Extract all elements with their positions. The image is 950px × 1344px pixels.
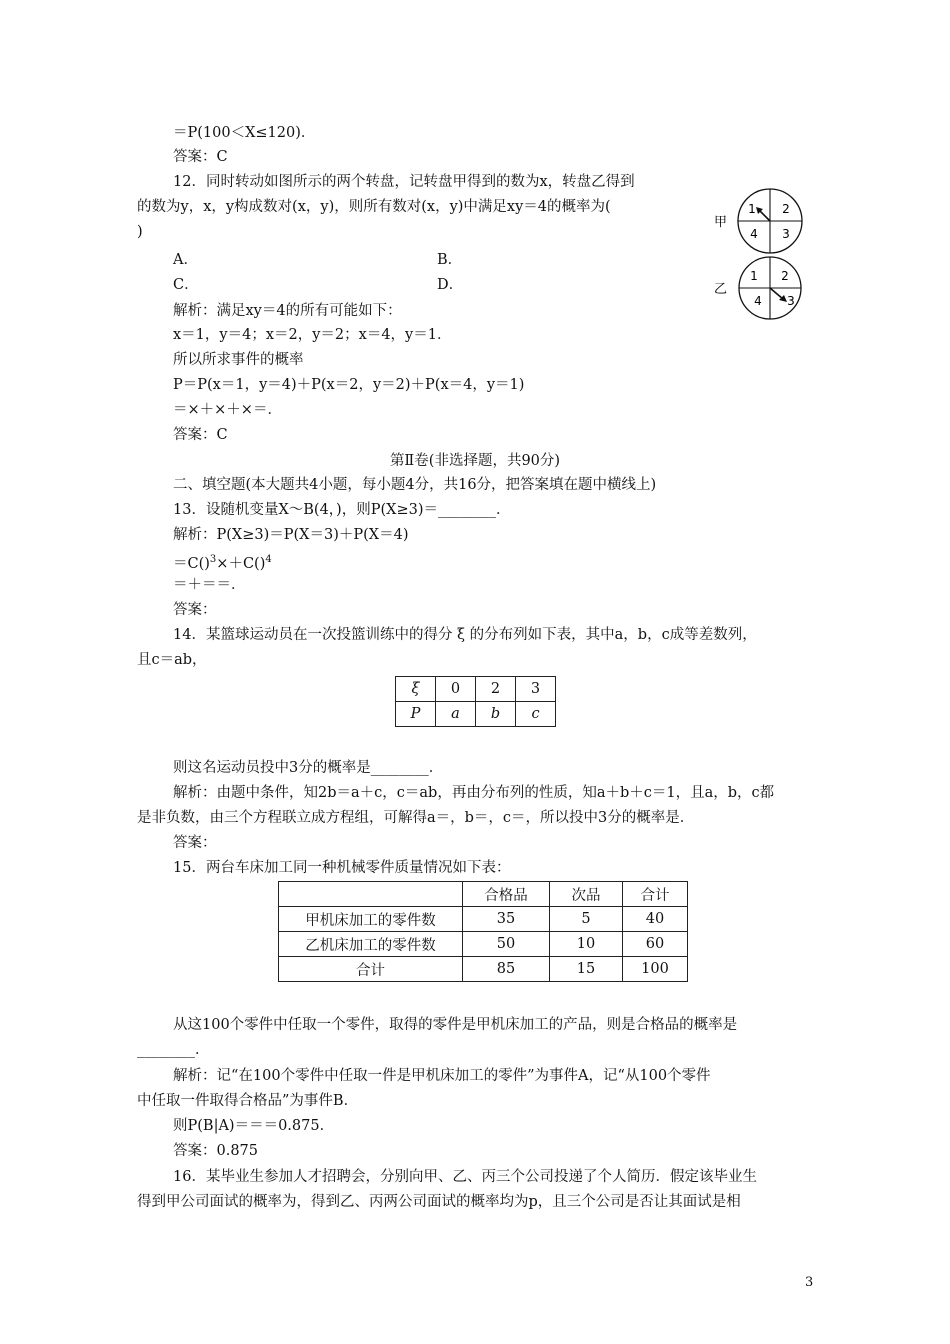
- option-d: D．: [437, 277, 464, 293]
- table-cell: a: [436, 702, 476, 727]
- spinner-yi: [739, 257, 801, 319]
- section-heading: 二、填空题(本大题共4小题，每小题4分，共16分，把答案填在题中横线上): [173, 477, 657, 493]
- table-cell: 2: [476, 677, 516, 702]
- text-line: 从这100个零件中任取一个零件，取得的零件是甲机床加工的产品，则是合格品的概率是: [173, 1017, 738, 1033]
- text-line: 答案：: [173, 835, 217, 851]
- table-row: [279, 882, 688, 907]
- table-cell: 35: [463, 907, 550, 932]
- question-16: 16．某毕业生参加人才招聘会，分别向甲、乙、丙三个公司投递了个人简历．假定该毕业生: [173, 1169, 757, 1185]
- text-line: 解析：P(X≥3)＝P(X＝3)＋P(X＝4): [173, 527, 409, 543]
- table-row: [279, 932, 688, 957]
- text-line: 得到甲公司面试的概率为，得到乙、丙两公司面试的概率均为p，且三个公司是否让其面试是相: [137, 1194, 741, 1210]
- text-line: ＝＋＝＝．: [173, 577, 246, 593]
- text-line: 中任取一件取得合格品”为事件B．: [137, 1093, 359, 1109]
- text-line: 解析：满足xy＝4的所有可能如下：: [173, 303, 402, 319]
- table-cell: 次品: [550, 882, 623, 907]
- text-line: 答案：C: [173, 149, 228, 165]
- text-line: [173, 550, 272, 574]
- label-jia: 甲: [714, 215, 728, 230]
- text-line: x＝1，y＝4；x＝2，y＝2；x＝4，y＝1．: [173, 327, 452, 343]
- text-line: 是非负数，由三个方程联立成方程组，可解得a＝，b＝，c＝，所以投中3分的概率是．: [137, 810, 695, 826]
- text-line: 解析：由题中条件，知2b＝a＋c，c＝ab，再由分布列的性质，知a＋b＋c＝1，且a，b，c都: [173, 785, 775, 801]
- exponent: 4: [265, 554, 272, 565]
- sector-number: 3: [787, 294, 795, 308]
- text-line: 答案：: [173, 602, 217, 618]
- table-cell: [279, 882, 463, 907]
- sector-number: 1: [750, 269, 758, 283]
- table-cell: 甲机床加工的零件数: [279, 907, 463, 932]
- text-line: ): [137, 224, 143, 240]
- table-cell: 3: [516, 677, 556, 702]
- question-13: 13．设随机变量X～B(4，)，则P(X≥3)＝________．: [173, 502, 511, 518]
- table-cell: 5: [550, 907, 623, 932]
- option-b: B．: [437, 252, 463, 268]
- text-line: 则这名运动员投中3分的概率是________．: [173, 760, 444, 776]
- page-number: 3: [805, 1275, 814, 1290]
- text-line: ＝P(100＜X≤120)．: [173, 125, 316, 141]
- text-line: 答案：0.875: [173, 1143, 259, 1159]
- table-cell: 合计: [623, 882, 688, 907]
- text-line: 则P(B|A)＝＝＝0.875．: [173, 1118, 335, 1134]
- formula-part: ＝C(): [173, 555, 210, 572]
- table-cell: 50: [463, 932, 550, 957]
- table-row: [279, 957, 688, 982]
- question-15: 15．两台车床加工同一种机械零件质量情况如下表：: [173, 860, 511, 876]
- table-cell: 15: [550, 957, 623, 982]
- question-12: 12．同时转动如图所示的两个转盘，记转盘甲得到的数为x，转盘乙得到: [173, 174, 635, 190]
- table-cell: P: [396, 702, 436, 727]
- text-line: ＝×＋×＋×＝．: [173, 402, 282, 418]
- quality-table: [278, 881, 688, 982]
- table-row: [279, 907, 688, 932]
- option-c: C．: [173, 277, 199, 293]
- option-a: A．: [173, 252, 198, 268]
- text-line: 解析：记“在100个零件中任取一件是甲机床加工的零件”为事件A，记“从100个零件: [173, 1068, 711, 1084]
- text-line: P＝P(x＝1，y＝4)＋P(x＝2，y＝2)＋P(x＝4，y＝1): [173, 377, 525, 393]
- table-cell: 85: [463, 957, 550, 982]
- text-line: 且c＝ab，: [137, 652, 207, 668]
- text-line: ________．: [137, 1042, 210, 1058]
- section-title: 第Ⅱ卷(非选择题，共90分): [389, 453, 561, 469]
- sector-number: 1: [748, 202, 756, 216]
- label-yi: 乙: [714, 282, 728, 297]
- sector-number: 3: [782, 227, 790, 241]
- text-line: 所以所求事件的概率: [173, 352, 304, 368]
- spinner-jia: [738, 189, 802, 253]
- formula-part: ×＋C(): [216, 555, 266, 572]
- spinner-figure: [712, 184, 812, 320]
- table-cell: 60: [623, 932, 688, 957]
- pointer-arrow: [759, 210, 770, 221]
- table-cell: 100: [623, 957, 688, 982]
- table-cell: 0: [436, 677, 476, 702]
- table-cell: 乙机床加工的零件数: [279, 932, 463, 957]
- table-cell: ξ: [396, 677, 436, 702]
- table-row: [396, 677, 556, 702]
- table-cell: 合格品: [463, 882, 550, 907]
- distribution-table: [395, 676, 556, 727]
- question-14: 14．某篮球运动员在一次投篮训练中的得分 ξ 的分布列如下表，其中a，b，c成等差数列，: [173, 627, 757, 643]
- text-line: 的数为y，x，y构成数对(x，y)，则所有数对(x，y)中满足xy＝4的概率为(: [137, 199, 611, 215]
- table-cell: 10: [550, 932, 623, 957]
- table-cell: 合计: [279, 957, 463, 982]
- exponent: 3: [209, 554, 217, 565]
- sector-number: 4: [750, 227, 758, 241]
- pointer-arrow: [770, 288, 783, 299]
- table-row: [396, 702, 556, 727]
- sector-number: 2: [781, 269, 789, 283]
- table-cell: c: [516, 702, 556, 727]
- table-cell: b: [476, 702, 516, 727]
- text-line: 答案：C: [173, 427, 228, 443]
- sector-number: 4: [754, 294, 762, 308]
- sector-number: 2: [782, 202, 790, 216]
- table-cell: 40: [623, 907, 688, 932]
